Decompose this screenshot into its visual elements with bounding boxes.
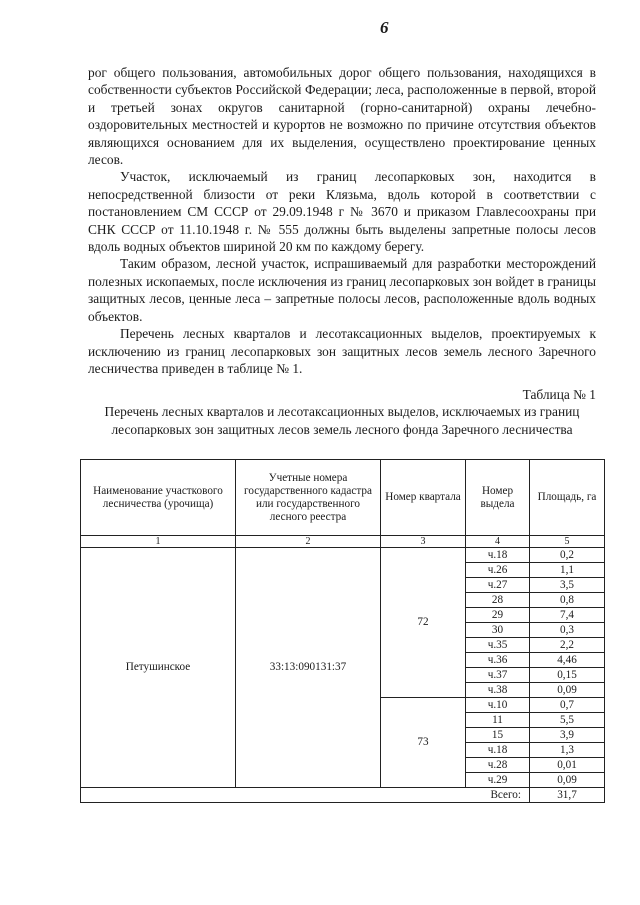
area-cell: 0,15 [530,668,605,683]
plot-cell: ч.10 [466,698,530,713]
plot-cell: ч.29 [466,773,530,788]
area-cell: 0,8 [530,593,605,608]
forestry-cell: Петушинское [81,548,236,788]
area-cell: 0,7 [530,698,605,713]
area-cell: 5,5 [530,713,605,728]
total-row [81,788,605,803]
area-cell: 1,1 [530,563,605,578]
plot-cell: ч.18 [466,548,530,563]
forest-table [80,459,605,803]
plot-cell: ч.26 [466,563,530,578]
area-cell: 4,46 [530,653,605,668]
plot-cell: ч.18 [466,743,530,758]
body-text [88,64,596,377]
plot-cell: ч.38 [466,683,530,698]
area-cell: 2,2 [530,638,605,653]
area-cell: 0,09 [530,683,605,698]
area-cell: 3,9 [530,728,605,743]
total-label: Всего: [81,788,530,803]
plot-cell: 29 [466,608,530,623]
column-number: 1 [81,536,236,548]
page-number: 6 [380,18,389,37]
paragraph-2: Участок, исключаемый из границ лесопарковых зон, находится в непосредственной близости от реки Клязьма, вдоль которой в соответствии с постановлением СМ СССР от 29.09.1948 г № 3670 и приказом Главлесоохраны при СНК СССР от 11.10.1948 г. № 555 должны быть выделены запретные полосы лесов вдоль водных объектов шириной 20 км по каждому берегу. [88,169,596,255]
paragraph-4: Перечень лесных кварталов и лесотаксационных выделов, проектируемых к исключению из границ лесопарковых зон защитных лесов земель лесного Заречного лесничества приведен в таблице № 1. [88,326,596,376]
area-cell: 0,01 [530,758,605,773]
area-cell: 1,3 [530,743,605,758]
paragraph-1: рог общего пользования, автомобильных дорог общего пользования, находящихся в собственности субъектов Российской Федерации; леса, расположенные в первой, второй и третьей зонах округов санитарной (горно-санитарной) охраны лечебно-оздоровительных местностей и курортов не возможно по причине отсутствия объектов являющихся основанием для их выделения, осуществлено проектирование ценных лесов. [88,65,596,168]
header-quarter: Номер квартала [381,460,466,536]
column-number: 2 [236,536,381,548]
column-number: 4 [466,536,530,548]
plot-cell: 11 [466,713,530,728]
plot-cell: ч.27 [466,578,530,593]
header-plot: Номер выдела [466,460,530,536]
header-cadastre: Учетные номера государственного кадастра или государственного лесного реестра [236,460,381,536]
area-cell: 0,3 [530,623,605,638]
table-row [81,548,605,563]
total-value: 31,7 [530,788,605,803]
column-number-row [81,536,605,548]
area-cell: 0,09 [530,773,605,788]
plot-cell: 28 [466,593,530,608]
plot-cell: ч.35 [466,638,530,653]
quarter-cell: 72 [381,548,466,698]
area-cell: 7,4 [530,608,605,623]
cadastre-cell: 33:13:090131:37 [236,548,381,788]
header-forestry: Наименование участкового лесничества (урочища) [81,460,236,536]
table-header-row [81,460,605,536]
area-cell: 3,5 [530,578,605,593]
table-number: Таблица № 1 [522,387,596,402]
plot-cell: 30 [466,623,530,638]
plot-cell: ч.37 [466,668,530,683]
table-title: Перечень лесных кварталов и лесотаксационных выделов, исключаемых из границ лесопарковых зон защитных лесов земель лесного фонда Заречного лесничества [104,404,580,437]
plot-cell: ч.28 [466,758,530,773]
column-number: 5 [530,536,605,548]
table-caption [88,386,596,438]
quarter-cell: 73 [381,698,466,788]
header-area: Площадь, га [530,460,605,536]
plot-cell: 15 [466,728,530,743]
paragraph-3: Таким образом, лесной участок, испрашиваемый для разработки месторождений полезных ископаемых, после исключения из границ лесопарковых зон войдет в границы защитных лесов, ценные леса – запретные полосы лесов, расположенные вдоль водных объектов. [88,256,596,324]
plot-cell: ч.36 [466,653,530,668]
area-cell: 0,2 [530,548,605,563]
column-number: 3 [381,536,466,548]
